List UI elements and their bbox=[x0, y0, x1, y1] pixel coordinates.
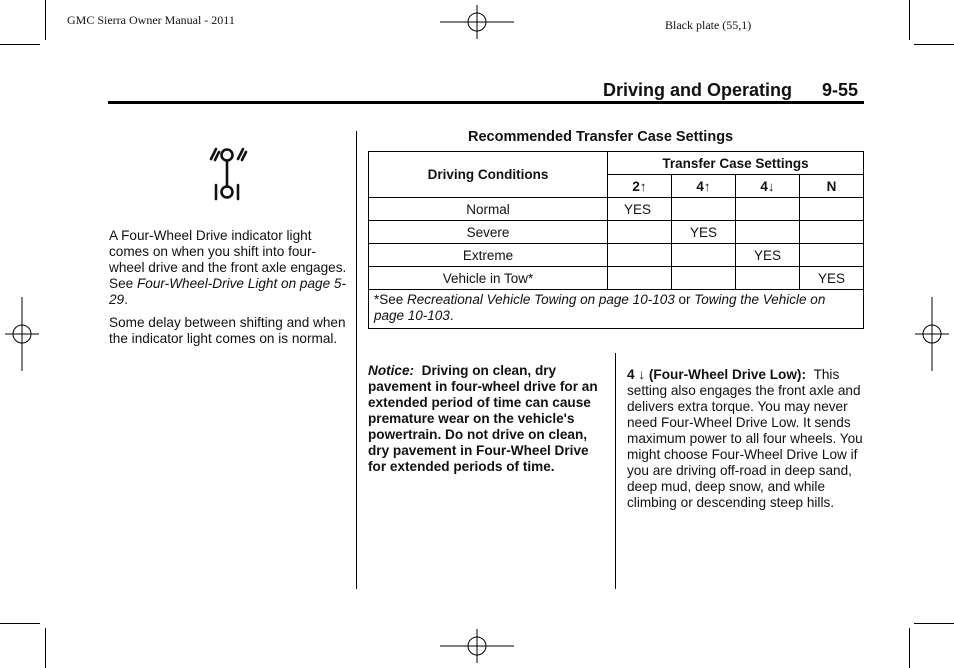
setting-cell: YES bbox=[608, 198, 672, 221]
setting-cell: YES bbox=[800, 267, 864, 290]
header-plate: Black plate (55,1) bbox=[665, 18, 752, 32]
table-title: Recommended Transfer Case Settings bbox=[468, 129, 734, 145]
setting-cell bbox=[736, 198, 800, 221]
condition-cell: Vehicle in Tow* bbox=[369, 267, 608, 290]
footnote-mid: or bbox=[674, 292, 695, 307]
four-low-text: This setting also engages the front axle and delivers extra torque. You may never need Four-Wheel Drive Low. It sends maximum power to all four wheels. You might choose Four-Wheel Drive Low if you are driving off-road in deep sand, deep mud, deep snow, and while climbing or descending steep hills. bbox=[627, 367, 863, 510]
column-header-settings: Transfer Case Settings bbox=[608, 152, 864, 175]
setting-cell bbox=[608, 267, 672, 290]
four-low-label: 4 ↓ (Four-Wheel Drive Low): bbox=[627, 367, 806, 382]
notice-label: Notice: bbox=[368, 363, 415, 378]
four-wheel-drive-low-paragraph bbox=[627, 367, 863, 511]
table-row bbox=[369, 221, 864, 244]
setting-cell bbox=[800, 221, 864, 244]
column-divider bbox=[356, 131, 357, 589]
setting-cell bbox=[608, 244, 672, 267]
cross-reference-link: Four-Wheel-Drive Light on page 5-29 bbox=[109, 276, 347, 307]
indicator-text-end: . bbox=[124, 292, 128, 307]
setting-cell bbox=[736, 267, 800, 290]
setting-cell: YES bbox=[672, 221, 736, 244]
setting-cell bbox=[800, 198, 864, 221]
condition-cell: Extreme bbox=[369, 244, 608, 267]
column-header-conditions: Driving Conditions bbox=[369, 152, 608, 198]
setting-cell bbox=[736, 221, 800, 244]
condition-cell: Normal bbox=[369, 198, 608, 221]
setting-cell bbox=[672, 244, 736, 267]
indicator-text: A Four-Wheel Drive indicator light comes on when you shift into four-wheel drive and the front axle engages. See bbox=[109, 228, 347, 291]
table-footnote bbox=[369, 290, 864, 329]
header-rule bbox=[108, 101, 864, 104]
condition-cell: Severe bbox=[369, 221, 608, 244]
table-row bbox=[369, 267, 864, 290]
footnote-prefix: *See bbox=[374, 292, 408, 307]
setting-header: 4↑ bbox=[672, 175, 736, 198]
setting-header: 4↓ bbox=[736, 175, 800, 198]
setting-cell: YES bbox=[736, 244, 800, 267]
setting-header: 2↑ bbox=[608, 175, 672, 198]
setting-cell bbox=[672, 267, 736, 290]
table-footnote-row bbox=[369, 290, 864, 329]
cross-reference-link: Recreational Vehicle Towing on page 10-103 bbox=[407, 292, 675, 307]
indicator-paragraph bbox=[109, 228, 349, 308]
column-divider bbox=[615, 353, 616, 589]
four-wheel-drive-indicator-icon bbox=[205, 143, 249, 203]
setting-cell bbox=[672, 198, 736, 221]
setting-cell bbox=[800, 244, 864, 267]
page-number: 9-55 bbox=[822, 80, 859, 100]
section-header bbox=[603, 80, 858, 101]
section-title: Driving and Operating bbox=[603, 80, 793, 100]
table-row bbox=[369, 244, 864, 267]
setting-header: N bbox=[800, 175, 864, 198]
delay-paragraph: Some delay between shifting and when the indicator light comes on is normal. bbox=[109, 315, 346, 346]
setting-cell bbox=[608, 221, 672, 244]
notice-paragraph bbox=[368, 363, 604, 475]
transfer-case-table bbox=[368, 151, 864, 329]
notice-text: Driving on clean, dry pavement in four-wheel drive for an extended period of time can cause premature wear on the vehicle's powertrain. Do not drive on clean, dry pavement in Four-Wheel Drive for extended periods of time. bbox=[368, 363, 598, 474]
footnote-end: . bbox=[449, 308, 454, 323]
cross-reference-link: Towing the Vehicle on page 10-103 bbox=[374, 292, 826, 323]
table-row bbox=[369, 198, 864, 221]
header-book-title: GMC Sierra Owner Manual - 2011 bbox=[67, 13, 235, 27]
